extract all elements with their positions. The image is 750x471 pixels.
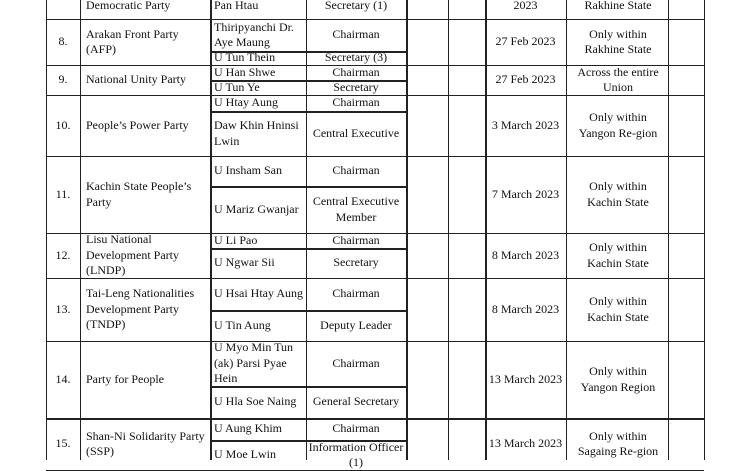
column-border <box>704 156 705 233</box>
leader-name: U Ngwar Sii <box>214 255 275 270</box>
column-border <box>210 0 212 19</box>
column-border <box>80 65 81 95</box>
column-border <box>448 95 449 156</box>
column-border <box>406 156 408 233</box>
row-border <box>210 111 406 113</box>
column-border <box>210 95 212 156</box>
column-border <box>80 0 81 19</box>
registration-date: 8 March 2023 <box>491 301 560 316</box>
column-border <box>210 341 212 418</box>
column-border <box>448 418 449 460</box>
row-number: 11. <box>55 186 71 201</box>
column-border <box>485 19 487 65</box>
column-border <box>485 278 487 341</box>
party-name: Democratic Party <box>86 0 171 12</box>
column-border <box>566 233 567 278</box>
column-border <box>210 19 212 65</box>
row-border <box>210 51 406 53</box>
column-border <box>668 341 669 418</box>
leader-name: U Tin Aung <box>214 317 271 332</box>
column-border <box>46 156 47 233</box>
column-border <box>704 278 705 341</box>
column-border <box>306 0 307 19</box>
column-border <box>448 233 449 278</box>
column-border <box>80 278 81 341</box>
column-border <box>406 278 408 341</box>
column-border <box>485 156 487 233</box>
column-border <box>485 233 487 278</box>
leader-name: U Hla Soe Naing <box>214 394 297 409</box>
column-border <box>704 19 705 65</box>
column-border <box>566 0 567 19</box>
column-border <box>306 19 307 65</box>
column-border <box>46 278 47 341</box>
column-border <box>306 156 307 233</box>
row-border <box>210 440 406 442</box>
leader-name: Daw Khin Hninsi Lwin <box>214 118 299 148</box>
column-border <box>704 95 705 156</box>
registration-date: 13 March 2023 <box>488 436 563 451</box>
column-border <box>80 95 81 156</box>
column-border <box>668 19 669 65</box>
row-number: 13. <box>55 301 71 316</box>
column-border <box>704 341 705 418</box>
party-name: People’s Power Party <box>86 117 189 132</box>
leader-position: Chairman <box>332 286 380 301</box>
leader-position: Information Officer (1) <box>308 439 404 469</box>
campaign-area: Rakhine State <box>584 0 652 12</box>
column-border <box>668 95 669 156</box>
row-border <box>46 418 704 420</box>
row-number: 10. <box>55 117 71 132</box>
column-border <box>668 418 669 460</box>
column-border <box>566 156 567 233</box>
column-border <box>448 19 449 65</box>
party-name: Arakan Front Party (AFP) <box>86 26 179 56</box>
column-border <box>566 95 567 156</box>
column-border <box>306 95 307 156</box>
leader-position: Chairman <box>332 421 380 436</box>
row-border <box>210 80 406 82</box>
column-border <box>306 65 307 95</box>
column-border <box>80 341 81 418</box>
column-border <box>668 278 669 341</box>
column-border <box>46 341 47 418</box>
column-border <box>406 0 408 19</box>
column-border <box>406 233 408 278</box>
column-border <box>406 65 408 95</box>
registration-date: 7 March 2023 <box>491 186 560 201</box>
column-border <box>306 418 307 460</box>
campaign-area: Only within Yangon Region <box>580 364 656 394</box>
campaign-area: Only within Rakhine State <box>584 26 652 56</box>
column-border <box>46 65 47 95</box>
row-number: 8. <box>58 34 68 49</box>
campaign-area: Across the entire Union <box>577 64 659 94</box>
column-border <box>485 65 487 95</box>
column-border <box>406 95 408 156</box>
row-number <box>48 0 78 19</box>
leader-name: Thiripyanchi Dr. Aye Maung <box>214 19 294 49</box>
column-border <box>406 418 408 460</box>
leader-position: General Secretary <box>312 394 400 409</box>
row-border <box>210 186 406 188</box>
campaign-area: Only within Kachin State <box>587 240 649 270</box>
column-border <box>566 278 567 341</box>
party-name: National Unity Party <box>86 72 186 87</box>
column-border <box>46 418 47 460</box>
row-number: 14. <box>55 371 71 386</box>
column-border <box>46 0 47 19</box>
row-number: 15. <box>55 436 71 451</box>
column-border <box>80 418 81 460</box>
column-border <box>448 0 449 19</box>
row-border <box>210 310 406 312</box>
column-border <box>566 65 567 95</box>
leader-name: U Hsai Htay Aung <box>214 286 303 301</box>
leader-position: Chairman <box>332 232 380 247</box>
row-number: 9. <box>58 72 68 87</box>
column-border <box>485 418 487 460</box>
leader-name: U Moe Lwin <box>214 447 276 462</box>
leader-name: U Tun Thein <box>214 50 276 65</box>
leader-position: Secretary <box>333 79 379 94</box>
registration-date: 3 March 2023 <box>491 117 560 132</box>
column-border <box>485 341 487 418</box>
column-border <box>668 233 669 278</box>
column-border <box>210 278 212 341</box>
column-border <box>485 0 487 19</box>
column-border <box>448 278 449 341</box>
leader-name: Pan Htau <box>214 0 259 12</box>
column-border <box>406 19 408 65</box>
column-border <box>668 65 669 95</box>
leader-position: Central Executive Member <box>312 194 400 224</box>
leader-name: U Aung Khim <box>214 421 283 436</box>
leader-position: Chairman <box>332 27 380 42</box>
column-border <box>566 418 567 460</box>
column-border <box>485 95 487 156</box>
row-border <box>210 386 406 388</box>
leader-position: Chairman <box>332 355 380 370</box>
column-border <box>80 19 81 65</box>
leader-position: Chairman <box>332 95 380 110</box>
column-border <box>210 156 212 233</box>
column-border <box>306 341 307 418</box>
leader-position: Chairman <box>332 64 380 79</box>
column-border <box>668 156 669 233</box>
party-name: Tai-Leng Nationalities Development Party (TNDP) <box>86 286 195 332</box>
leader-name: U Han Shwe <box>214 64 276 79</box>
column-border <box>80 233 81 278</box>
leader-name: U Li Pao <box>214 232 258 247</box>
column-border <box>46 19 47 65</box>
column-border <box>704 65 705 95</box>
column-border <box>704 418 705 460</box>
column-border <box>210 418 212 460</box>
campaign-area: Only within Sagaing Re-gion <box>577 428 659 458</box>
column-border <box>306 278 307 341</box>
leader-name: U Insham San <box>214 163 282 178</box>
party-name: Kachin State People’s Party <box>86 179 192 209</box>
column-border <box>306 233 307 278</box>
campaign-area: Only within Kachin State <box>587 179 649 209</box>
column-border <box>80 156 81 233</box>
registration-date: 13 March 2023 <box>488 371 563 386</box>
leader-name: U Mariz Gwanjar <box>214 201 299 216</box>
column-border <box>448 156 449 233</box>
column-border <box>566 19 567 65</box>
column-border <box>46 95 47 156</box>
column-border <box>46 233 47 278</box>
leader-position: Secretary (3) <box>324 50 388 65</box>
campaign-area: Only within Kachin State <box>587 294 649 324</box>
registration-date: 2023 <box>513 0 538 12</box>
column-border <box>704 233 705 278</box>
leader-position: Central Executive <box>312 125 400 140</box>
row-border <box>210 248 406 250</box>
leader-position: Chairman <box>332 163 380 178</box>
registration-date: 8 March 2023 <box>491 247 560 262</box>
leader-name: U Myo Min Tun (ak) Parsi Pyae Hein <box>214 340 294 386</box>
column-border <box>566 341 567 418</box>
leader-name: U Htay Aung <box>214 95 278 110</box>
registration-date: 27 Feb 2023 <box>495 34 556 49</box>
column-border <box>448 65 449 95</box>
leader-position: Secretary (1) <box>324 0 388 12</box>
row-number: 12. <box>55 247 71 262</box>
column-border <box>210 65 212 95</box>
campaign-area: Only within Yangon Re-gion <box>578 110 658 140</box>
leader-position: Secretary <box>333 255 379 270</box>
column-border <box>704 0 705 19</box>
column-border <box>668 0 669 19</box>
party-name: Party for People <box>86 371 164 386</box>
leader-position: Deputy Leader <box>320 317 392 332</box>
party-name: Shan-Ni Solidarity Party (SSP) <box>86 428 205 458</box>
column-border <box>448 341 449 418</box>
column-border <box>406 341 408 418</box>
leader-name: U Tun Ye <box>214 79 260 94</box>
party-name: Lisu National Development Party (LNDP) <box>86 232 179 278</box>
column-border <box>210 233 212 278</box>
registration-date: 27 Feb 2023 <box>495 72 556 87</box>
